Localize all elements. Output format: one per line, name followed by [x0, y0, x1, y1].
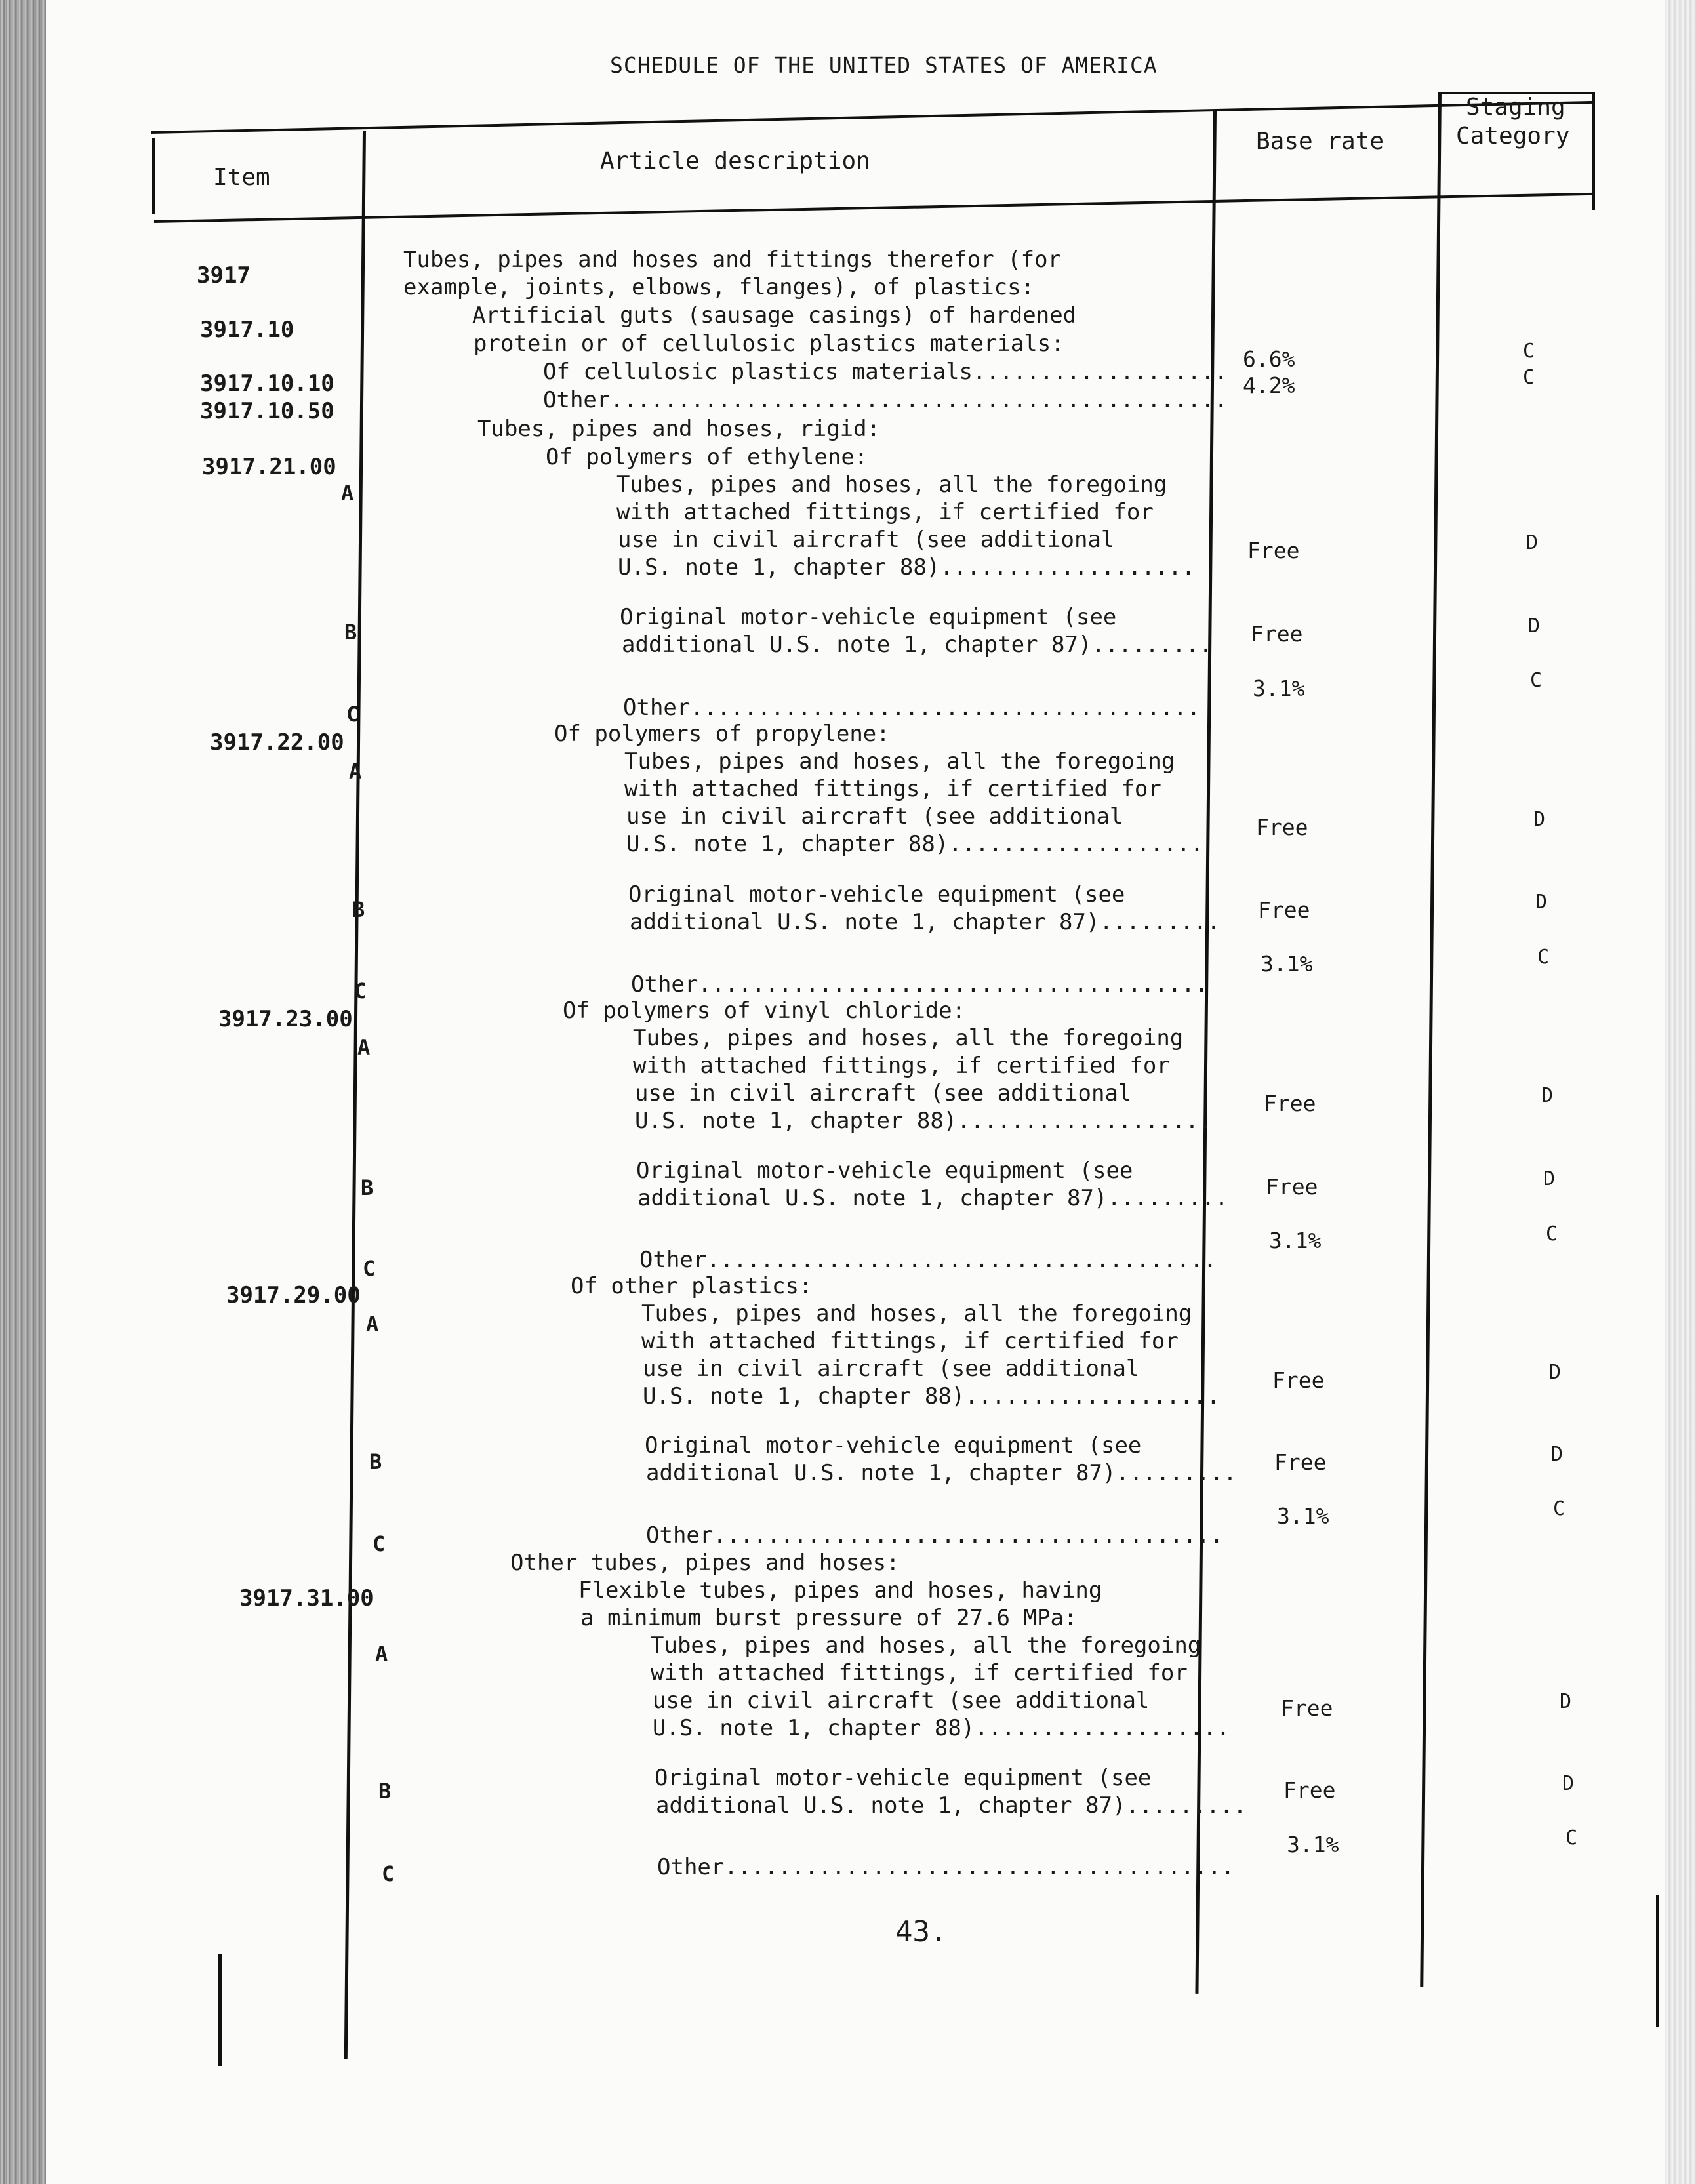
col-rule-right: [1592, 92, 1595, 210]
col-rule-item: [344, 131, 366, 2059]
page-number: 43.: [895, 1915, 948, 1949]
sub-item-letter: B: [378, 1779, 392, 1804]
item-number: 3917.10.10: [200, 371, 334, 397]
base-rate: Free: [1283, 1777, 1336, 1803]
col-rule-rate: [1420, 92, 1442, 1987]
description-line: additional U.S. note 1, chapter 87).........: [637, 1185, 1228, 1211]
description-line: use in civil aircraft (see additional: [618, 527, 1115, 553]
description-line: Tubes, pipes and hoses, all the foregoing: [624, 748, 1175, 775]
staging-category: D: [1543, 1167, 1556, 1190]
base-rate: Free: [1281, 1695, 1333, 1721]
staging-category: C: [1546, 1223, 1558, 1245]
description-line: U.S. note 1, chapter 88)...................: [635, 1108, 1213, 1134]
col-rule-left-lower: [218, 1954, 222, 2066]
description-line: additional U.S. note 1, chapter 87).........: [622, 632, 1213, 658]
base-rate: Free: [1256, 815, 1308, 840]
base-rate: 3.1%: [1253, 676, 1305, 701]
sub-item-letter: B: [344, 620, 357, 645]
description-line: Original motor-vehicle equipment (see: [655, 1765, 1152, 1791]
staging-category: D: [1560, 1690, 1572, 1713]
description-line: Of polymers of vinyl chloride:: [563, 998, 966, 1024]
sub-item-letter: A: [357, 1035, 371, 1060]
staging-category: D: [1551, 1443, 1564, 1466]
description-line: Tubes, pipes and hoses, all the foregoing: [641, 1301, 1192, 1327]
sub-item-letter: B: [361, 1175, 374, 1200]
header-bottom-rule: [154, 193, 1594, 223]
sub-item-letter: C: [354, 979, 367, 1003]
description-line: Tubes, pipes and hoses, rigid:: [477, 416, 881, 442]
description-line: U.S. note 1, chapter 88)...................: [653, 1715, 1230, 1741]
staging-category: C: [1565, 1827, 1578, 1850]
item-number: 3917.10.50: [200, 398, 334, 424]
sub-item-letter: C: [382, 1861, 395, 1886]
description-line: U.S. note 1, chapter 88)...................: [626, 831, 1204, 857]
sub-item-letter: C: [346, 702, 359, 727]
staging-category: D: [1535, 891, 1548, 914]
description-line: Other......................................: [639, 1247, 1217, 1273]
base-rate: 6.6%: [1243, 346, 1295, 372]
page-title: SCHEDULE OF THE UNITED STATES OF AMERICA: [610, 52, 1158, 78]
description-line: additional U.S. note 1, chapter 87).........: [630, 909, 1221, 935]
base-rate: 3.1%: [1277, 1503, 1329, 1529]
description-line: U.S. note 1, chapter 88)...................: [618, 554, 1196, 580]
description-line: Artificial guts (sausage casings) of hardened: [472, 302, 1077, 329]
staging-category: C: [1523, 366, 1535, 389]
description-line: Of polymers of ethylene:: [546, 444, 868, 470]
description-line: Original motor-vehicle equipment (see: [628, 881, 1125, 908]
col-rule-right-lower: [1656, 1895, 1659, 2027]
staging-category: D: [1533, 808, 1546, 831]
sub-item-letter: A: [366, 1312, 379, 1337]
item-number: 3917.10: [200, 317, 294, 343]
header-item: Item: [213, 164, 270, 191]
base-rate: 3.1%: [1269, 1228, 1322, 1253]
description-line: Of cellulosic plastics materials...................: [543, 359, 1228, 385]
description-line: example, joints, elbows, flanges), of plastics:: [403, 274, 1035, 300]
description-line: Tubes, pipes and hoses and fittings therefor (for: [403, 247, 1062, 273]
staging-category: C: [1530, 669, 1543, 692]
col-rule-left: [152, 138, 155, 214]
item-number: 3917.22.00: [210, 729, 344, 756]
description-line: Tubes, pipes and hoses, all the foregoing: [651, 1632, 1201, 1659]
item-number: 3917.21.00: [202, 454, 336, 480]
sub-item-letter: A: [341, 481, 354, 506]
staging-category: D: [1541, 1084, 1554, 1107]
description-line: Original motor-vehicle equipment (see: [620, 604, 1117, 630]
description-line: Of other plastics:: [571, 1273, 813, 1299]
description-line: Other......................................: [646, 1522, 1224, 1548]
header-staging: Staging: [1466, 94, 1565, 121]
description-line: Other..............................................: [543, 387, 1228, 413]
page-right-edge: [1665, 0, 1696, 2184]
description-line: Other......................................: [631, 971, 1209, 998]
header-article-description: Article description: [600, 148, 870, 174]
sub-item-letter: B: [369, 1449, 382, 1474]
staging-category: C: [1537, 946, 1550, 969]
base-rate: Free: [1266, 1174, 1318, 1200]
staging-category: C: [1553, 1497, 1565, 1520]
base-rate: 3.1%: [1261, 951, 1313, 977]
description-line: Other......................................: [623, 695, 1201, 721]
description-line: protein or of cellulosic plastics materials:: [474, 331, 1064, 357]
description-line: Tubes, pipes and hoses, all the foregoing: [616, 472, 1167, 498]
description-line: with attached fittings, if certified for: [641, 1328, 1179, 1354]
header-category: Category: [1456, 123, 1570, 150]
base-rate: Free: [1258, 897, 1310, 923]
description-line: with attached fittings, if certified for: [616, 499, 1154, 525]
staging-category: D: [1528, 615, 1541, 637]
sub-item-letter: C: [363, 1256, 376, 1281]
staging-category: D: [1526, 531, 1539, 554]
sub-item-letter: A: [375, 1642, 388, 1667]
sub-item-letter: C: [373, 1531, 386, 1556]
staging-category: D: [1562, 1772, 1575, 1795]
staging-category: D: [1549, 1361, 1562, 1384]
base-rate: Free: [1274, 1449, 1327, 1475]
description-line: use in civil aircraft (see additional: [635, 1080, 1132, 1106]
description-line: additional U.S. note 1, chapter 87).........: [646, 1460, 1237, 1486]
description-line: Other......................................: [657, 1854, 1235, 1880]
item-number: 3917.31.00: [239, 1585, 374, 1611]
base-rate: 3.1%: [1287, 1832, 1339, 1857]
description-line: Flexible tubes, pipes and hoses, having: [578, 1577, 1102, 1604]
item-number: 3917: [197, 262, 251, 289]
description-line: additional U.S. note 1, chapter 87).........: [656, 1792, 1247, 1819]
binding-edge: [0, 0, 46, 2184]
description-line: use in civil aircraft (see additional: [653, 1688, 1150, 1714]
description-line: use in civil aircraft (see additional: [626, 803, 1123, 830]
base-rate: Free: [1264, 1091, 1316, 1116]
description-line: U.S. note 1, chapter 88)...................: [643, 1383, 1221, 1409]
description-line: with attached fittings, if certified for: [651, 1660, 1188, 1686]
description-line: Tubes, pipes and hoses, all the foregoing: [633, 1025, 1184, 1051]
item-number: 3917.29.00: [226, 1282, 361, 1308]
description-line: Other tubes, pipes and hoses:: [510, 1550, 900, 1576]
description-line: with attached fittings, if certified for: [624, 776, 1161, 802]
base-rate: Free: [1247, 538, 1300, 563]
description-line: Original motor-vehicle equipment (see: [645, 1432, 1142, 1459]
sub-item-letter: A: [349, 759, 362, 784]
staging-category: C: [1523, 340, 1535, 363]
description-line: a minimum burst pressure of 27.6 MPa:: [580, 1605, 1078, 1631]
description-line: Original motor-vehicle equipment (see: [636, 1158, 1133, 1184]
sub-item-letter: B: [352, 897, 365, 922]
description-line: Of polymers of propylene:: [554, 721, 890, 747]
base-rate: 4.2%: [1243, 373, 1295, 398]
description-line: use in civil aircraft (see additional: [643, 1356, 1140, 1382]
description-line: with attached fittings, if certified for: [633, 1053, 1170, 1079]
header-base-rate: Base rate: [1256, 128, 1384, 155]
item-number: 3917.23.00: [218, 1006, 353, 1032]
base-rate: Free: [1272, 1367, 1325, 1393]
base-rate: Free: [1251, 621, 1303, 647]
